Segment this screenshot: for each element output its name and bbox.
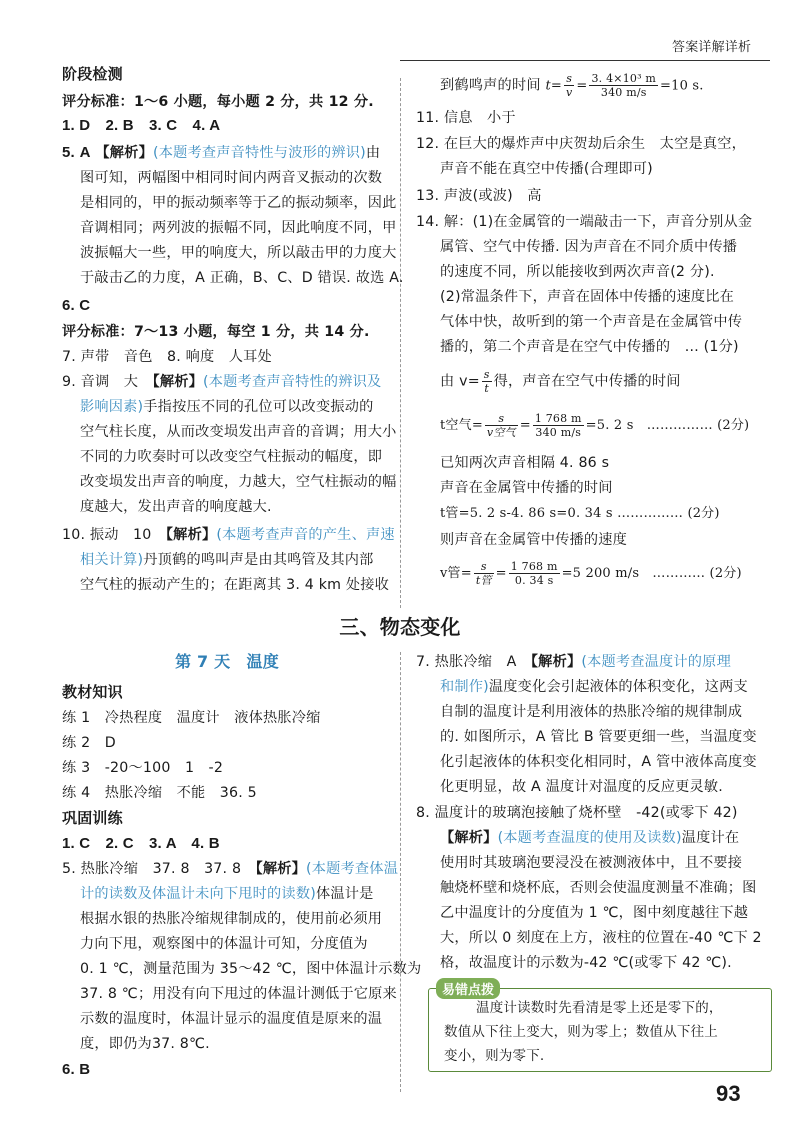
answers-1-4: 1. D 2. B 3. C 4. A <box>62 117 221 134</box>
q14-formula-v-pipe: v管= $\frac{s}{\text{t管}}$ = $\frac{1 768 m}{0. 34 s}$ =5 200 m/s ………… (2分) <box>440 560 742 587</box>
q10-line1: 10. 振动 10 【解析】(本题考查声音的产生、声速 <box>62 527 395 543</box>
q10-line3: 空气柱的振动产生的；在距离其 3. 4 km 处接收 <box>80 577 390 593</box>
q14-formula-v: 由 v= $\frac{s}{t}$ 得，声音在空气中传播的时间 <box>440 368 681 395</box>
d7-q8-line4: 触烧杯壁和烧杯底，否则会使温度测量不准确；图 <box>440 880 757 896</box>
d7-q5-line7: 示数的温度时，体温计显示的温度值是原来的温 <box>80 1011 383 1027</box>
d7-q8-line2: 【解析】(本题考查温度的使用及读数)温度计在 <box>440 830 740 846</box>
d7-answer-6: 6. B <box>62 1061 91 1078</box>
d7-q8-line5: 乙中温度计的分度值为 1 ℃，图中刻度越往下越 <box>440 905 749 921</box>
answers-7-8: 7. 声带 音色 8. 响度 人耳处 <box>62 349 272 365</box>
page-number: 93 <box>716 1081 741 1106</box>
q14-line5: 气体中快，故听到的第一个声音是在金属管中传 <box>440 314 743 330</box>
practice-1: 练 1 冷热程度 温度计 液体热胀冷缩 <box>62 710 321 726</box>
q5-line2: 图可知，两幅图中相同时间内两音叉振动的次数 <box>80 170 383 186</box>
q12-line1: 12. 在巨大的爆炸声中庆贺劫后余生 太空是真空， <box>416 136 747 152</box>
q10-line2: 相关计算)丹顶鹤的鸣叫声是由其鸣管及其内部 <box>80 552 374 568</box>
d7-q8-line1: 8. 温度计的玻璃泡接触了烧杯壁 -42(或零下 42) <box>416 805 738 821</box>
scoring-criteria-2: 评分标准：7～13 小题，每空 1 分，共 14 分. <box>62 324 370 340</box>
q14-line12: 则声音在金属管中传播的速度 <box>440 532 628 548</box>
q14-line9: 已知两次声音相隔 4. 86 s <box>440 455 610 471</box>
d7-q7-line2: 和制作)温度变化会引起液体的体积变化，这两支 <box>440 679 748 695</box>
d7-q8-line7: 格，故温度计的示数为-42 ℃(或零下 42 ℃). <box>440 955 732 971</box>
d7-q7-line1: 7. 热胀冷缩 A 【解析】(本题考查温度计的原理 <box>416 654 731 670</box>
q14-formula-t-air: t空气= $\frac{s}{\text{v空气}}$ = $\frac{1 768 m}{340 m/s}$ =5. 2 s …………… (2分) <box>440 412 750 439</box>
answer-6: 6. C <box>62 297 91 314</box>
d7-q7-line3: 自制的温度计是利用液体的热胀冷缩的规律制成 <box>440 704 743 720</box>
q9-line2: 影响因素)手指按压不同的孔位可以改变振动的 <box>80 399 374 415</box>
q9-line3: 空气柱长度，从而改变埙发出声音的音调；用大小 <box>80 424 397 440</box>
q9-line4: 不同的力吹奏时可以改变空气柱振动的幅度，即 <box>80 449 383 465</box>
stage-test-heading: 阶段检测 <box>62 65 123 83</box>
column-divider-lower <box>400 652 401 1092</box>
q14-line6: 播的，第二个声音是在空气中传播的 … (1分) <box>440 339 739 355</box>
d7-q5-line8: 度，即仍为37. 8℃. <box>80 1036 210 1052</box>
d7-q7-line5: 化引起液体的体积变化相同时，A 管中液体高度变 <box>440 754 757 770</box>
tip-line2: 数值从下往上变大，则为零上；数值从下往上 <box>444 1024 718 1040</box>
q14-line2: 属管、空气中传播. 因为声音在不同介质中传播 <box>440 239 738 255</box>
day-title: 第 7 天 温度 <box>175 652 279 671</box>
q5-line4: 音调相同；两列波的振幅不同，因此响度不同，甲 <box>80 220 397 236</box>
consolidation-heading: 巩固训练 <box>62 809 123 827</box>
textbook-knowledge-heading: 教材知识 <box>62 683 123 701</box>
q5-line5: 波振幅大一些，甲的响度大，所以敲击甲的力度大 <box>80 245 397 261</box>
q12-line2: 声音不能在真空中传播(合理即可) <box>440 161 653 177</box>
tip-tag: 易错点拨 <box>436 978 500 999</box>
answer-11: 11. 信息 小于 <box>416 110 516 126</box>
d7-q8-line3: 使用时其玻璃泡要浸没在被测液体中，且不要接 <box>440 855 743 871</box>
practice-4: 练 4 热胀冷缩 不能 36. 5 <box>62 785 257 801</box>
q9-line6: 度越大，发出声音的响度越大. <box>80 499 272 515</box>
header-rule <box>400 60 770 61</box>
q14-line10: 声音在金属管中传播的时间 <box>440 480 613 496</box>
column-divider <box>400 78 401 608</box>
q5-line1: 5. A 【解析】(本题考查声音特性与波形的辨识)由 <box>62 144 381 161</box>
d7-q7-line4: 的. 如图所示，A 管比 B 管要更细一些，当温度变 <box>440 729 757 745</box>
q14-line4: (2)常温条件下，声音在固体中传播的速度比在 <box>440 289 735 305</box>
tip-line1: 温度计读数时先看清是零上还是零下的， <box>476 1000 723 1016</box>
q9-line5: 改变埙发出声音的响度，力越大，空气柱振动的幅 <box>80 474 397 490</box>
header-label: 答案详解详析 <box>672 40 752 55</box>
answer-13: 13. 声波(或波) 高 <box>416 188 542 204</box>
scoring-criteria-1: 评分标准：1～6 小题，每小题 2 分，共 12 分. <box>62 94 374 110</box>
q9-line1: 9. 音调 大 【解析】(本题考查声音特性的辨识及 <box>62 374 382 390</box>
d7-q5-line3: 根据水银的热胀冷缩规律制成的，使用前必须用 <box>80 911 383 927</box>
d7-q5-line4: 力向下甩，观察图中的体温计可知，分度值为 <box>80 936 368 952</box>
d7-q5-line6: 37. 8 ℃；用没有向下甩过的体温计测低于它原来 <box>80 986 397 1002</box>
d7-q5-line5: 0. 1 ℃，测量范围为 35～42 ℃，图中体温计示数为 <box>80 961 422 977</box>
answers-1-4-day7: 1. C 2. C 3. A 4. B <box>62 835 220 852</box>
q10-continued: 到鹤鸣声的时间 t= $\frac{s}{v}$ = $\frac{\text{3. 4×10³ m}}{340 m/s}$ =10 s. <box>440 72 704 99</box>
q14-formula-t-pipe: t管=5. 2 s-4. 86 s=0. 34 s …………… (2分) <box>440 506 720 521</box>
section-title: 三、物态变化 <box>339 615 461 639</box>
d7-q5-line1: 5. 热胀冷缩 37. 8 37. 8 【解析】(本题考查体温 <box>62 861 399 877</box>
d7-q5-line2: 计的读数及体温计未向下甩时的读数)体温计是 <box>80 886 374 902</box>
tip-line3: 变小，则为零下. <box>444 1048 545 1064</box>
q14-line3: 的速度不同，所以能接收到两次声音(2 分). <box>440 264 715 280</box>
practice-3: 练 3 -20～100 1 -2 <box>62 760 224 776</box>
q5-line6: 于敲击乙的力度，A 正确，B、C、D 错误. 故选 A. <box>80 270 404 286</box>
d7-q8-line6: 大，所以 0 刻度在上方，液柱的位置在-40 ℃下 2 <box>440 930 762 946</box>
q5-line3: 是相同的，甲的振动频率等于乙的振动频率，因此 <box>80 195 397 211</box>
q14-line1: 14. 解：(1)在金属管的一端敲击一下，声音分别从金 <box>416 214 753 230</box>
d7-q7-line6: 化更明显，故 A 温度计对温度的反应更灵敏. <box>440 779 724 795</box>
practice-2: 练 2 D <box>62 735 116 751</box>
